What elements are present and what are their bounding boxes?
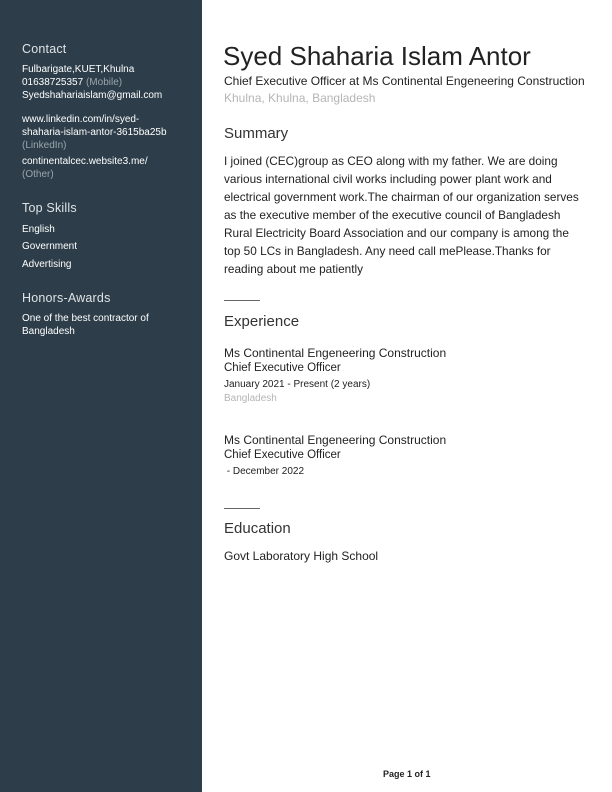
linkedin-link[interactable]	[22, 113, 167, 152]
linkedin-line1[interactable]: www.linkedin.com/in/syed-	[22, 114, 140, 125]
job-title: Chief Executive Officer	[224, 449, 341, 461]
job-dates: - December 2022	[224, 466, 305, 477]
skill-item: English	[22, 224, 55, 235]
website[interactable]: continentalcec.website3.me/	[22, 156, 148, 167]
profile-name: Syed Shaharia Islam Antor	[223, 41, 531, 71]
summary-line: I joined (CEC)group as CEO along with my father. We are doing	[224, 154, 558, 168]
skills-heading: Top Skills	[22, 201, 77, 215]
summary-line: reading about me patiently	[224, 262, 364, 276]
education-heading: Education	[224, 520, 291, 537]
divider	[224, 508, 260, 509]
phone-label: (Mobile)	[85, 77, 123, 88]
sidebar	[0, 0, 202, 792]
job-dates: January 2021 - Present (2 years)	[224, 379, 371, 390]
summary-line: as the executive member of the executive council of Bangladesh	[224, 208, 561, 222]
summary-text	[224, 152, 579, 278]
honor-item	[22, 312, 149, 338]
skill-item: Government	[22, 241, 78, 252]
location: Khulna, Khulna, Bangladesh	[224, 91, 376, 105]
summary-line: top 50 LCs in Bangladesh. Any need call mePlease.Thanks for	[224, 244, 551, 258]
headline: Chief Executive Officer at Ms Continental Engeneering Construction	[224, 74, 585, 88]
website-label: (Other)	[22, 169, 54, 180]
honor-line: One of the best contractor of	[22, 313, 149, 324]
experience-heading: Experience	[224, 313, 300, 330]
skill-item: Advertising	[22, 259, 72, 270]
school: Govt Laboratory High School	[224, 549, 379, 563]
company: Ms Continental Engeneering Construction	[224, 346, 447, 360]
company: Ms Continental Engeneering Construction	[224, 433, 447, 447]
honor-line: Bangladesh	[22, 326, 75, 337]
phone: 01638725357	[22, 77, 84, 88]
summary-line: electrical government work.The chairman of our organization serves	[224, 190, 579, 204]
divider	[224, 300, 260, 301]
job-title: Chief Executive Officer	[224, 362, 341, 374]
address: Fulbarigate,KUET,Khulna	[22, 64, 135, 75]
linkedin-label: (LinkedIn)	[22, 140, 67, 151]
summary-line: various international civil works including power plant work and	[224, 172, 552, 186]
summary-line: Rural Electricity Board Association and our company is among the	[224, 226, 569, 240]
website-link[interactable]	[22, 155, 148, 181]
email-link[interactable]: Syedshahariaislam@gmail.com	[22, 90, 163, 101]
summary-heading: Summary	[224, 125, 289, 142]
phone-row	[22, 76, 122, 89]
page-number: Page 1 of 1	[383, 769, 431, 779]
linkedin-line2[interactable]: shaharia-islam-antor-3615ba25b	[22, 127, 167, 138]
honors-heading: Honors-Awards	[22, 291, 111, 305]
contact-heading: Contact	[22, 42, 67, 56]
job-location: Bangladesh	[224, 393, 277, 404]
